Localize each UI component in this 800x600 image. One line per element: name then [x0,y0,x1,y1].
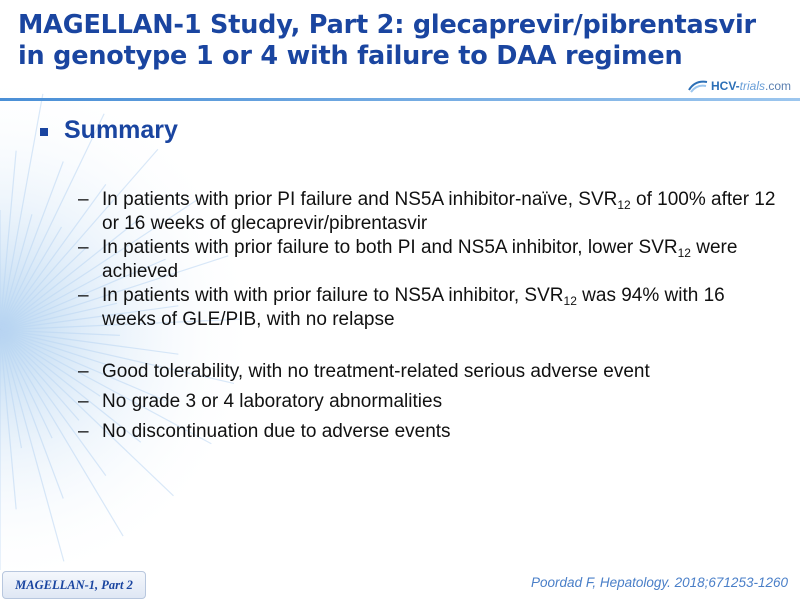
item-text-part: were achieved [102,237,738,282]
dash-bullet: – [78,237,89,258]
summary-list [78,188,778,444]
item-text-part: In patients with prior failure to both PI and NS5A inhibitor, lower SVR [102,237,678,258]
subscript: 12 [563,294,577,308]
dash-bullet: – [78,189,89,210]
item-text: No grade 3 or 4 laboratory abnormalities [102,391,443,412]
item-text-part: In patients with with prior failure to NS5A inhibitor, SVR [102,285,564,306]
dash-bullet: – [78,361,89,382]
logo-com: .com [765,79,792,93]
logo-icon [688,78,708,94]
dash-bullet: – [78,285,89,306]
spacer [78,332,778,360]
item-text: Good tolerability, with no treatment-related serious adverse event [102,361,650,382]
title-line-1: MAGELLAN-1 Study, Part 2: glecaprevir/pibrentasvir [18,10,756,40]
item-text-part: of 100% after 12 or 16 weeks of glecaprevir/pibrentasvir [102,189,776,234]
dash-bullet: – [78,391,89,412]
slide-title [18,10,788,72]
title-divider [0,98,800,101]
item-text [102,236,778,284]
item-text [102,284,778,332]
list-item [78,188,778,236]
list-item [78,390,778,414]
item-text-part: was 94% with 16 weeks of GLE/PIB, with no relapse [102,285,725,330]
hcv-trials-logo [688,76,791,96]
item-text [102,188,778,236]
subscript: 12 [617,198,631,212]
dash-bullet: – [78,421,89,442]
item-text: No discontinuation due to adverse events [102,421,451,442]
logo-hcv: HCV- [711,79,740,93]
list-item [78,284,778,332]
section-label: Summary [64,116,178,144]
citation: Poordad F, Hepatology. 2018;671253-1260 [531,575,788,590]
section-heading [40,116,178,145]
list-item [78,420,778,444]
list-item [78,236,778,284]
logo-trials: trials [739,79,766,93]
study-tag: MAGELLAN-1, Part 2 [2,571,146,599]
list-item [78,360,778,384]
title-line-2: in genotype 1 or 4 with failure to DAA regimen [18,41,683,71]
subscript: 12 [677,246,691,260]
square-bullet-icon [40,128,48,136]
item-text-part: In patients with prior PI failure and NS5A inhibitor-naïve, SVR [102,189,618,210]
